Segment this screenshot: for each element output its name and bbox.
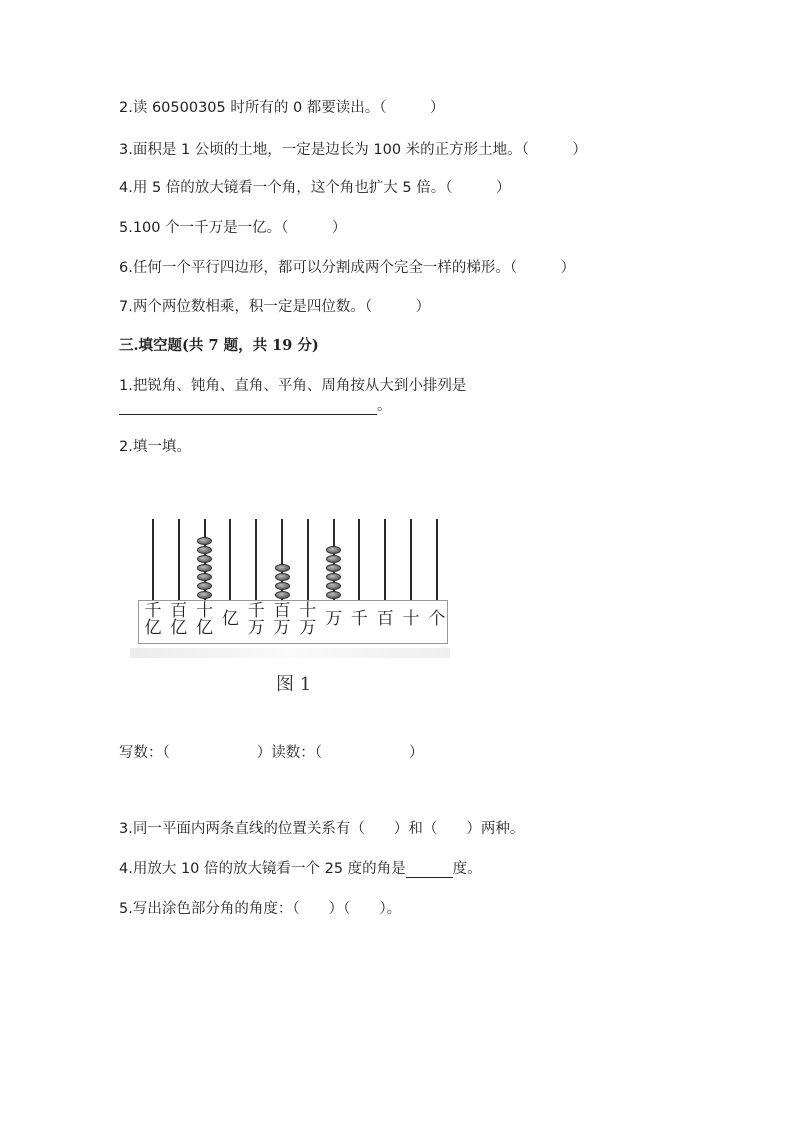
- place-label-bottom: 亿: [170, 618, 188, 638]
- place-value-label: [244, 603, 268, 637]
- fill-question-2-write-read: 写数：（ ）读数：（ ）: [119, 745, 424, 761]
- figure-caption: 图 1: [276, 674, 312, 695]
- abacus-figure: [120, 512, 460, 695]
- judge-item-7: 7.两个两位数相乘，积一定是四位数。（ ）: [119, 299, 431, 315]
- fill-question-2: 2.填一填。: [119, 439, 191, 455]
- place-value-label: [296, 603, 320, 637]
- abacus-bead: [275, 582, 290, 590]
- fill-question-4: [119, 857, 482, 878]
- abacus-rod: [410, 519, 412, 612]
- abacus-rod: [384, 519, 386, 612]
- place-label-top: 十: [299, 601, 317, 621]
- place-value-label: 十: [402, 609, 420, 629]
- abacus-bead: [197, 555, 212, 563]
- abacus-rod: [178, 519, 180, 612]
- judge-item-2: 2.读 60500305 时所有的 0 都要读出。（ ）: [119, 100, 445, 116]
- fill-question-1-answer: [119, 394, 392, 415]
- place-value-label: [167, 603, 191, 637]
- abacus-rod: [152, 519, 154, 612]
- place-value-label: [141, 603, 165, 637]
- scan-smudge: [130, 648, 450, 658]
- abacus-bead: [197, 582, 212, 590]
- section-title: 三.填空题(共 7 题，共 19 分): [119, 337, 319, 354]
- place-value-label: 个: [428, 609, 446, 629]
- q4-text: 4.用放大 10 倍的放大镜看一个 25 度的角是: [119, 861, 406, 877]
- place-value-label: [270, 603, 294, 637]
- abacus-bead: [326, 573, 341, 581]
- abacus-bead: [197, 564, 212, 572]
- place-value-label: [193, 603, 217, 637]
- q4-unit: 度。: [452, 861, 482, 877]
- abacus-rod: [229, 519, 231, 612]
- abacus-bead: [326, 564, 341, 572]
- place-value-label: 千: [350, 609, 368, 629]
- place-label-top: 十: [196, 601, 214, 621]
- place-label-top: 千: [144, 601, 162, 621]
- place-label-bottom: 万: [247, 618, 265, 638]
- abacus-bead: [275, 564, 290, 572]
- abacus-rod: [307, 519, 309, 612]
- abacus-bead: [326, 555, 341, 563]
- answer-blank[interactable]: [406, 863, 453, 878]
- abacus-rod: [255, 519, 257, 612]
- abacus-bead: [326, 546, 341, 554]
- answer-blank[interactable]: [119, 400, 377, 415]
- abacus-bead: [197, 591, 212, 599]
- abacus-bead: [197, 537, 212, 545]
- judge-item-3: 3.面积是 1 公顷的土地，一定是边长为 100 米的正方形土地。（ ）: [119, 142, 587, 158]
- fill-question-3: 3.同一平面内两条直线的位置关系有（ ）和（ ）两种。: [119, 821, 525, 837]
- place-label-bottom: 万: [273, 618, 291, 638]
- abacus-rod: [358, 519, 360, 612]
- judge-item-4: 4.用 5 倍的放大镜看一个角，这个角也扩大 5 倍。（ ）: [119, 180, 511, 196]
- abacus-bead: [197, 573, 212, 581]
- abacus-bead: [326, 591, 341, 599]
- place-value-label: 万: [325, 609, 343, 629]
- period: 。: [377, 398, 392, 414]
- place-label-bottom: 亿: [196, 618, 214, 638]
- fill-question-1: 1.把锐角、钝角、直角、平角、周角按从大到小排列是: [119, 378, 467, 394]
- judge-item-6: 6.任何一个平行四边形，都可以分割成两个完全一样的梯形。（ ）: [119, 260, 576, 276]
- judge-item-5: 5.100 个一千万是一亿。（ ）: [119, 220, 347, 236]
- place-value-label: 百: [376, 609, 394, 629]
- abacus-bead: [326, 582, 341, 590]
- abacus-bead: [197, 546, 212, 554]
- abacus-rod: [436, 519, 438, 612]
- place-label-bottom: 万: [299, 618, 317, 638]
- abacus-bead: [275, 573, 290, 581]
- place-label-bottom: 亿: [144, 618, 162, 638]
- abacus-bead: [275, 591, 290, 599]
- place-label-top: 千: [247, 601, 265, 621]
- place-label-top: 百: [170, 601, 188, 621]
- fill-question-5: 5.写出涂色部分角的角度：（ ）（ ）。: [119, 901, 402, 917]
- place-value-label: 亿: [221, 609, 239, 629]
- place-label-top: 百: [273, 601, 291, 621]
